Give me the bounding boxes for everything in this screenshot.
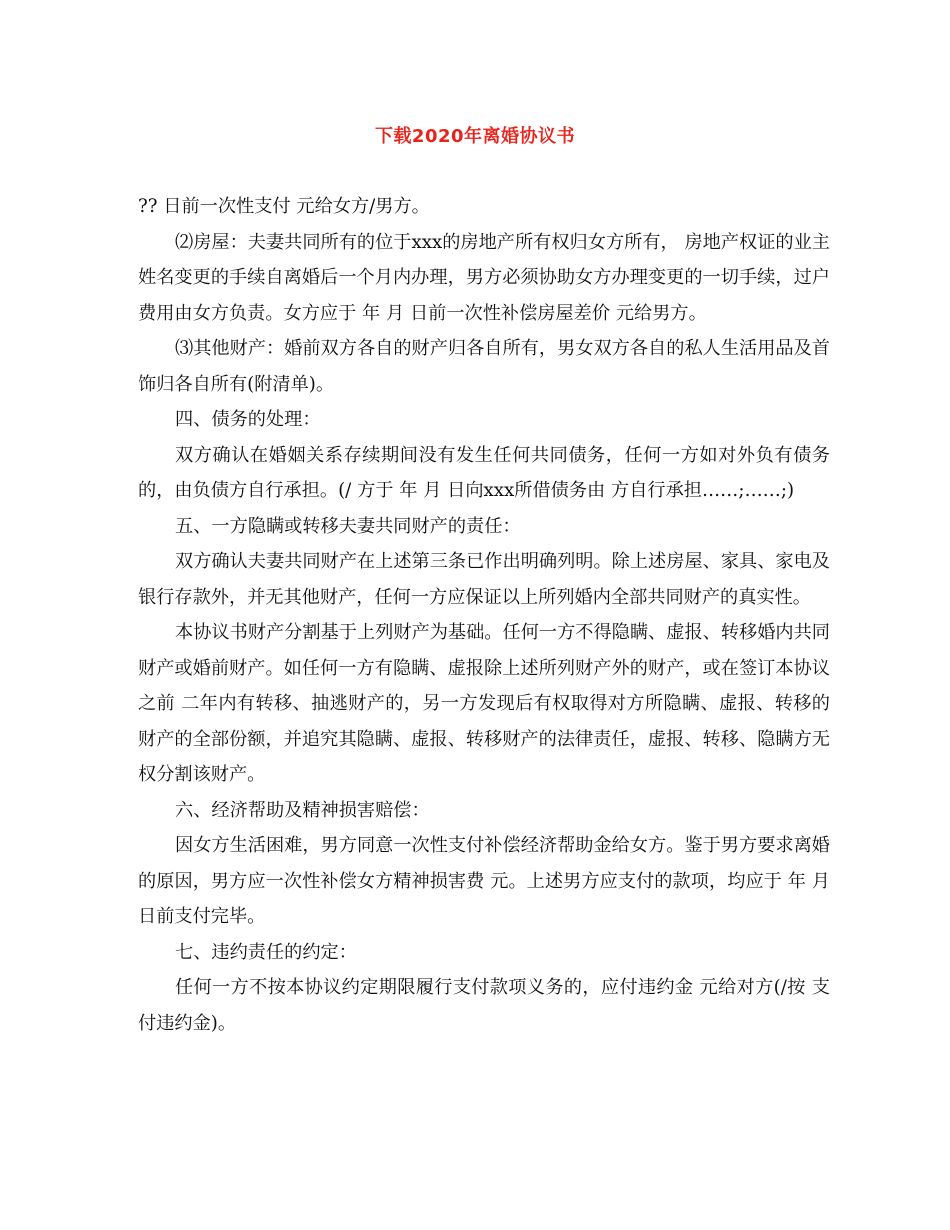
document-title: 下载2020年离婚协议书 xyxy=(374,126,576,147)
paragraph-concealment-2: 本协议书财产分割基于上列财产为基础。任何一方不得隐瞒、虚报、转移婚内共同财产或婚前财产。如任何一方有隐瞒、虚报除上述所列财产外的财产，或在签订本协议之前 二年内有转移、抽逃财产的，另一方发现后有权取得对方所隐瞒、虚报、转移的财产的全部份额，并追究其隐瞒、虚报、转移财产的法律责任，虚报、转移、隐瞒方无权分割该财产。 xyxy=(138,622,830,785)
paragraph-other-property: ⑶其他财产：婚前双方各自的财产归各自所有，男女双方各自的私人生活用品及首饰归各自所有(附清单)。 xyxy=(138,338,830,395)
paragraph-compensation: 因女方生活困难，男方同意一次性支付补偿经济帮助金给女方。鉴于男方要求离婚的原因，男方应一次性补偿女方精神损害费 元。上述男方应支付的款项，均应于 年 月 日前支付完毕。 xyxy=(138,835,830,927)
document-body xyxy=(138,189,830,1041)
paragraph-payment-continued: ?? 日前一次性支付 元给女方/男方。 xyxy=(138,196,430,217)
section-heading-compensation: 六、经济帮助及精神损害赔偿： xyxy=(175,799,430,821)
paragraph-debt: 双方确认在婚姻关系存续期间没有发生任何共同债务，任何一方如对外负有债务的，由负债方自行承担。(/ 方于 年 月 日向xxx所借债务由 方自行承担……;……;) xyxy=(138,444,830,501)
paragraph-breach: 任何一方不按本协议约定期限履行支付款项义务的，应付违约金 元给对方(/按 支付违约金)。 xyxy=(138,977,830,1034)
paragraph-house: ⑵房屋：夫妻共同所有的位于xxx的房地产所有权归女方所有， 房地产权证的业主姓名变更的手续自离婚后一个月内办理，男方必须协助女方办理变更的一切手续，过户费用由女方负责。女方应于 年 月 日前一次性补偿房屋差价 元给男方。 xyxy=(138,231,830,324)
section-heading-concealment: 五、一方隐瞒或转移夫妻共同财产的责任： xyxy=(175,515,521,537)
section-heading-debt: 四、债务的处理： xyxy=(175,409,321,430)
paragraph-concealment-1: 双方确认夫妻共同财产在上述第三条已作出明确列明。除上述房屋、家具、家电及银行存款外，并无其他财产，任何一方应保证以上所列婚内全部共同财产的真实性。 xyxy=(138,551,830,608)
section-heading-breach: 七、违约责任的约定： xyxy=(175,941,357,963)
